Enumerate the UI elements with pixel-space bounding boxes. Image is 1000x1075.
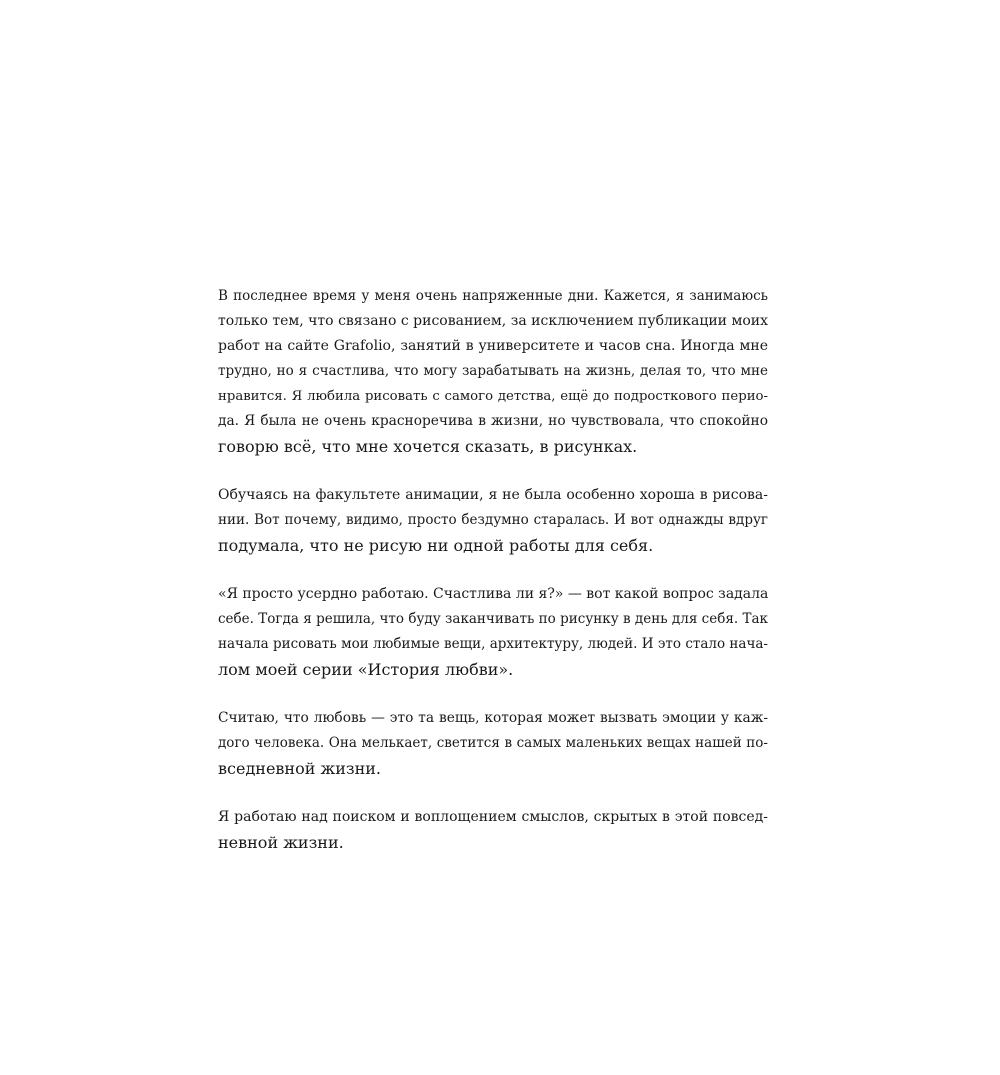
text-line: Я работаю над поиском и воплощением смыслов, скрытых в этой повсед- <box>218 809 768 825</box>
text-line: только тем, что связано с рисованием, за исключением публикации моих <box>218 313 768 329</box>
paragraph-5 <box>218 805 768 855</box>
text-line: В последнее время у меня очень напряженные дни. Кажется, я занимаюсь <box>218 288 768 304</box>
text-line: нии. Вот почему, видимо, просто бездумно старалась. И вот однажды вдруг <box>218 512 768 528</box>
text-line: нравится. Я любила рисовать с самого детства, ещё до подросткового перио- <box>218 389 768 404</box>
text-line: «Я просто усердно работаю. Счастлива ли я?» — вот какой вопрос задала <box>218 586 769 602</box>
text-line: Обучаясь на факультете анимации, я не была особенно хороша в рисова- <box>218 487 768 503</box>
paragraph-3 <box>218 582 768 682</box>
text-line: Считаю, что любовь — это та вещь, которая может вызвать эмоции у каж- <box>218 710 768 726</box>
text-line: лом моей серии «История любви». <box>218 660 514 679</box>
paragraph-1 <box>218 284 768 459</box>
paragraph-2 <box>218 483 768 558</box>
text-line: подумала, что не рисую ни одной работы для себя. <box>218 536 654 555</box>
text-line: говорю всё, что мне хочется сказать, в рисунках. <box>218 437 638 456</box>
text-line: работ на сайте Grafolio, занятий в университете и часов сна. Иногда мне <box>218 338 768 354</box>
text-line: вседневной жизни. <box>218 759 381 778</box>
text-line: себе. Тогда я решила, что буду заканчивать по рисунку в день для себя. Так <box>218 611 768 627</box>
text-line: невной жизни. <box>218 833 344 852</box>
text-line: трудно, но я счастлива, что могу зарабатывать на жизнь, делая то, что мне <box>218 363 768 379</box>
text-block <box>218 284 768 855</box>
text-line: да. Я была не очень красноречива в жизни, но чувствовала, что спокойно <box>218 413 768 429</box>
text-line: дого человека. Она мелькает, светится в самых маленьких вещах нашей по- <box>218 735 768 751</box>
paragraph-4 <box>218 706 768 781</box>
text-line: начала рисовать мои любимые вещи, архитектуру, людей. И это стало нача- <box>218 636 768 652</box>
